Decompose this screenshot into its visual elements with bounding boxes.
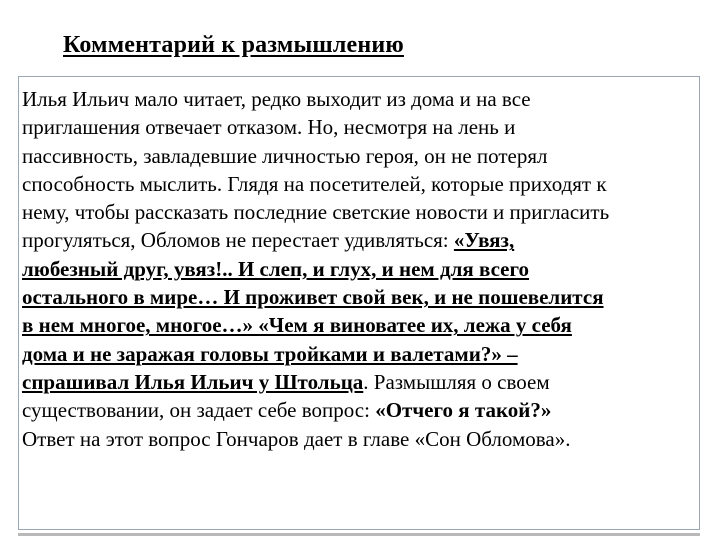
text-line (22, 226, 698, 254)
text-line (22, 368, 698, 396)
slide-title: Комментарий к размышлению (63, 32, 404, 58)
quote-segment: в нем многое, многое…» «Чем я виноватее их, лежа у себя (22, 313, 572, 338)
bottom-divider (18, 533, 700, 536)
body-text (22, 85, 698, 453)
quote-segment: спрашивал Илья Ильич у Штольца (22, 369, 364, 394)
quote-segment: любезный друг, увяз!.. И слеп, и глух, и нем для всего (22, 256, 530, 281)
text-segment: прогуляться, Обломов не перестает удивляться: (22, 228, 454, 253)
text-line (22, 311, 698, 339)
text-line (22, 425, 698, 453)
text-segment: приглашения отвечает отказом. Но, несмотря на лень и (22, 115, 516, 140)
text-segment: нему, чтобы рассказать последние светские новости и пригласить (22, 200, 610, 225)
text-line (22, 340, 698, 368)
text-line (22, 255, 698, 283)
text-box (18, 76, 700, 530)
text-line (22, 142, 698, 170)
text-line (22, 170, 698, 198)
text-line (22, 113, 698, 141)
text-segment: пассивность, завладевшие личностью героя, он не потерял (22, 143, 548, 168)
text-line (22, 283, 698, 311)
text-segment: Илья Ильич мало читает, редко выходит из дома и на все (22, 87, 531, 111)
text-segment: Ответ на этот вопрос Гончаров дает в главе «Сон Обломова». (22, 426, 571, 451)
quote-segment: дома и не заражая головы тройками и валетами?» – (22, 341, 518, 366)
text-line (22, 198, 698, 226)
text-line (22, 85, 698, 113)
text-segment: существовании, он задает себе вопрос: (22, 398, 376, 423)
text-segment: . Размышляя о своем (363, 369, 550, 394)
text-segment: способность мыслить. Глядя на посетителей, которые приходят к (22, 171, 607, 196)
question-segment: «Отчего я такой?» (375, 398, 552, 423)
quote-segment: остального в мире… И проживет свой век, и не пошевелится (22, 285, 604, 310)
quote-segment: «Увяз, (453, 228, 515, 253)
text-line (22, 396, 698, 424)
